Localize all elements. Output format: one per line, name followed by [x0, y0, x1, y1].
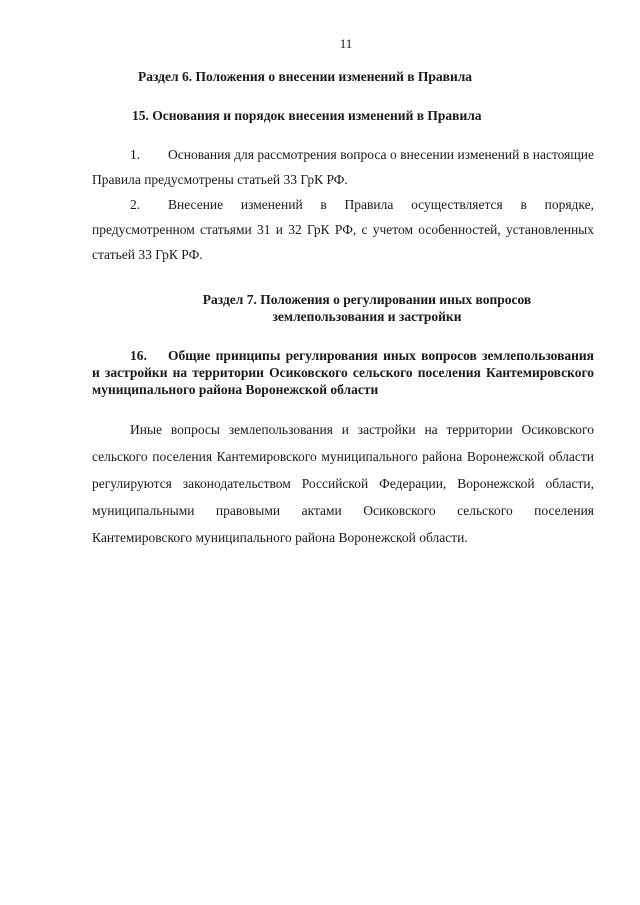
article-15-heading: 15. Основания и порядок внесения изменений в Правила — [132, 108, 482, 123]
section-7-heading — [140, 291, 594, 325]
item-number: 1. — [130, 147, 141, 162]
document-body — [92, 62, 594, 565]
item-number: 2. — [130, 197, 141, 212]
item-text: Внесение изменений в Правила осуществляется в порядке, предусмотренном статьями 31 и 32 ГрК РФ, с учетом особенностей, установленных статьей 33 ГрК РФ. — [92, 197, 594, 262]
article-16-heading — [92, 347, 594, 398]
article-title: Общие принципы регулирования иных вопросов землепользования и застройки на территории Осиковского сельского поселения Кантемировского муниципального района Воронежской области — [92, 348, 594, 397]
article-15-item-2 — [92, 192, 594, 267]
article-number: 16. — [130, 348, 147, 363]
section-7-heading-line-1: Раздел 7. Положения о регулировании иных вопросов — [202, 292, 532, 307]
section-7-heading-line-2: землепользования и застройки — [272, 309, 462, 324]
article-16-body: Иные вопросы землепользования и застройки на территории Осиковского сельского поселения Кантемировского муниципального района Воронежской области регулируются законодательством Российской Федерации, Воронежской области, муниципальными правовыми актами Осиковского сельского поселения Кантемировского муниципального района Воронежской области. — [92, 422, 594, 545]
page-number: 11 — [339, 36, 353, 51]
section-6-heading: Раздел 6. Положения о внесении изменений в Правила — [138, 69, 473, 84]
item-text: Основания для рассмотрения вопроса о внесении изменений в настоящие Правила предусмотрены статьей 33 ГрК РФ. — [92, 147, 594, 187]
article-15-item-1 — [92, 142, 594, 192]
